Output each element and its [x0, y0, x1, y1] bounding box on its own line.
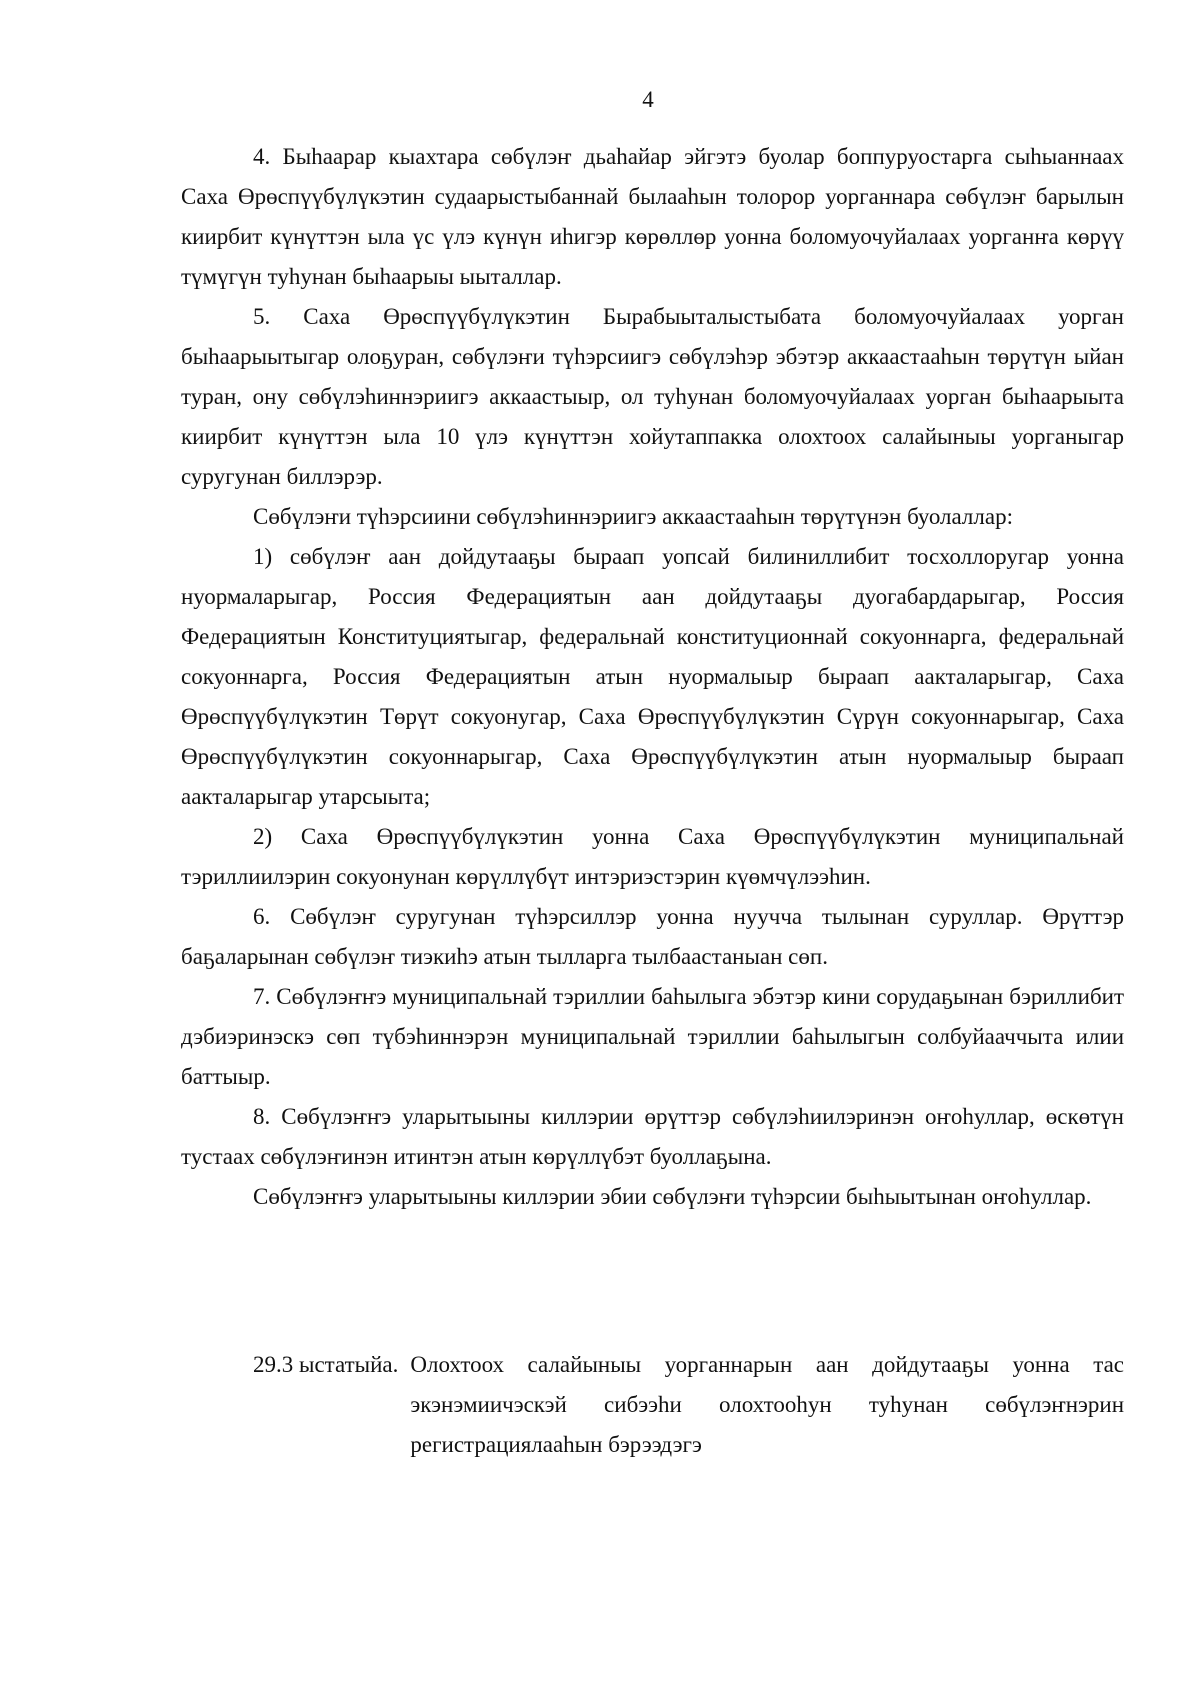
article-heading	[253, 1345, 1124, 1465]
paragraph-item-8-continuation: Сөбүлэҥҥэ уларытыыны киллэрии эбии сөбүлэҥи түһэрсии быһыытынан оҥоһуллар.	[253, 1184, 1092, 1209]
refusal-ground-1: 1) сөбүлэҥ аан дойдутааҕы быраап уопсай билиниллибит тосхоллоругар уонна нуормаларыгар, Россия Федерациятын аан дойдутааҕы дуогабардарыгар, Россия Федерациятын Конституциятыгар, федеральнай конституционнай сокуоннарга, федеральнай сокуоннарга, Россия Федерациятын атын нуормалыыр быраап аакталарыгар, Саха Өрөспүүбүлүкэтин Төрүт сокуонугар, Саха Өрөспүүбүлүкэтин Сүрүн сокуоннарыгар, Саха Өрөспүүбүлүкэтин сокуоннарыгар, Саха Өрөспүүбүлүкэтин атын нуормалыыр быраап аакталарыгар утарсыыта;	[181, 544, 1124, 809]
document-body	[181, 137, 1124, 1217]
article-title: Олохтоох салайыныы уорганнарын аан дойдутааҕы уонна тас экэнэмиичэскэй сибээһи олохтооһун туһунан сөбүлэҥнэрин регистрациялааһын бэрээдэгэ	[410, 1352, 1124, 1457]
refusal-grounds-intro: Сөбүлэҥи түһэрсиини сөбүлэһиннэриигэ аккаастааһын төрүтүнэн буолаллар:	[253, 504, 1013, 529]
paragraph-item-5: 5. Саха Өрөспүүбүлүкэтин Бырабыыталыстыбата боломуочуйалаах уорган быһаарыытыгар олоҕуран, сөбүлэҥи түһэрсиигэ сөбүлэһэр эбэтэр аккаастааһын төрүтүн ыйан туран, ону сөбүлэһиннэриигэ аккаастыыр, ол туһунан боломуочуйалаах уорган быһаарыыта киирбит күнүттэн ыла 10 үлэ күнүттэн хойутаппакка олохтоох салайыныы уорганыгар суругунан биллэрэр.	[181, 304, 1124, 489]
paragraph-item-8: 8. Сөбүлэҥҥэ уларытыыны киллэрии өрүттэр сөбүлэһиилэринэн оҥоһуллар, өскөтүн тустаах сөбүлэҥинэн итинтэн атын көрүллүбэт буоллаҕына.	[181, 1104, 1124, 1169]
article-number: 29.3 ыстатыйа.	[253, 1352, 399, 1377]
paragraph-item-4: 4. Быһаарар кыахтара сөбүлэҥ дьаһайар эйгэтэ буолар боппуруостарга сыһыаннаах Саха Өрөспүүбүлүкэтин судаарыстыбаннай былааһын толорор уорганнара сөбүлэҥ барылын киирбит күнүттэн ыла үс үлэ күнүн иһигэр көрөллөр уонна боломуочуйалаах уорганҥа көрүү түмүгүн туһунан быһаарыы ыыталлар.	[181, 144, 1124, 289]
paragraph-item-6: 6. Сөбүлэҥ суругунан түһэрсиллэр уонна нууччa тылынан суруллар. Өрүттэр баҕаларынан сөбүлэҥ тиэкиһэ атын тылларга тылбаастаныан сөп.	[181, 904, 1124, 969]
page-number: 4	[642, 87, 654, 112]
paragraph-item-7: 7. Сөбүлэҥҥэ муниципальнай тэриллии баһылыга эбэтэр кини сорудаҕынан бэриллибит дэбиэринэскэ сөп түбэһиннэрэн муниципальнай тэриллии баһылыгын солбуйааччыта илии баттыыр.	[181, 984, 1124, 1089]
refusal-ground-2: 2) Саха Өрөспүүбүлүкэтин уонна Саха Өрөспүүбүлүкэтин муниципальнай тэриллиилэрин сокуонунан көрүллүбүт интэриэстэрин күөмчүлээһин.	[181, 824, 1124, 889]
